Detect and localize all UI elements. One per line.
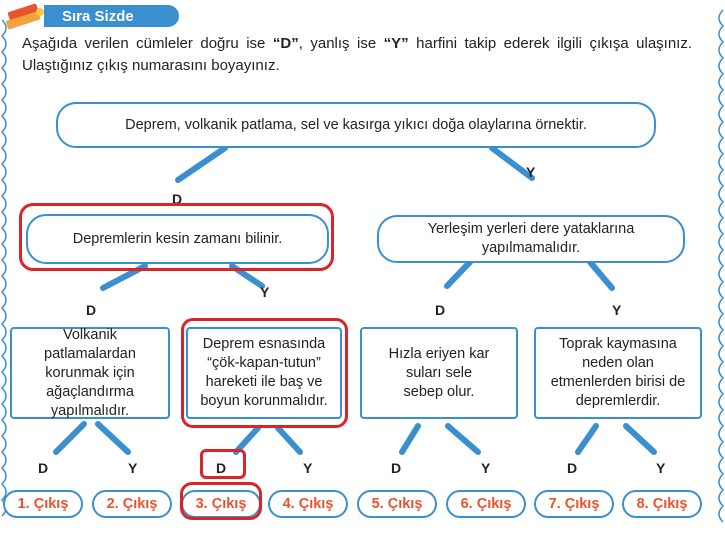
leaf-node-1: Volkanik patlamalardan korunmak için ağaçlandırma yapılmalıdır. [10,327,170,419]
branch-y-label: Y [128,460,138,476]
branch-y-label: Y [656,460,666,476]
exit-8[interactable]: 8. Çıkış [622,490,702,518]
exit-7[interactable]: 7. Çıkış [534,490,614,518]
branch-y-label: Y [612,302,622,318]
highlight-leaf-2 [181,318,348,428]
exit-5[interactable]: 5. Çıkış [357,490,437,518]
exit-4[interactable]: 4. Çıkış [268,490,348,518]
section-title: Sıra Sizde [62,8,134,25]
leaf-node-3: Hızla eriyen kar suları sele sebep olur. [360,327,518,419]
node-left: Depremlerin kesin zamanı bilinir. [26,214,329,264]
highlight-d-label [200,449,246,479]
highlight-node-left [19,203,334,271]
exit-2[interactable]: 2. Çıkış [92,490,172,518]
branch-d-label: D [567,460,578,476]
exit-6[interactable]: 6. Çıkış [446,490,526,518]
branch-d-label: D [435,302,446,318]
branch-d-label: D [172,191,183,207]
root-node: Deprem, volkanik patlama, sel ve kasırga yıkıcı doğa olaylarına örnektir. [56,102,656,148]
branch-y-label: Y [260,284,270,300]
branch-d-label: D [391,460,402,476]
leaf-node-4: Toprak kaymasına neden olan etmenlerden birisi de depremlerdir. [534,327,702,419]
branch-d-label: D [216,460,227,476]
instructions-text: Aşağıda verilen cümleler doğru ise “D”, yanlış ise “Y” harfini takip ederek ilgili çıkışa ulaşınız. Ulaştığınız çıkış numarasını boyayınız. [22,35,693,74]
node-right: Yerleşim yerleri dere yataklarına yapılmamalıdır. [377,215,685,263]
exit-3[interactable]: 3. Çıkış [181,490,261,518]
leaf-node-2: Deprem esnasında “çök-kapan-tutun” hareketi ile baş ve boyun korunmalıdır. [186,327,342,419]
highlight-exit-3 [180,482,262,520]
exit-1[interactable]: 1. Çıkış [3,490,83,518]
branch-d-label: D [38,460,49,476]
branch-y-label: Y [481,460,491,476]
branch-y-label: Y [526,164,536,180]
branch-y-label: Y [303,460,313,476]
branch-d-label: D [86,302,97,318]
